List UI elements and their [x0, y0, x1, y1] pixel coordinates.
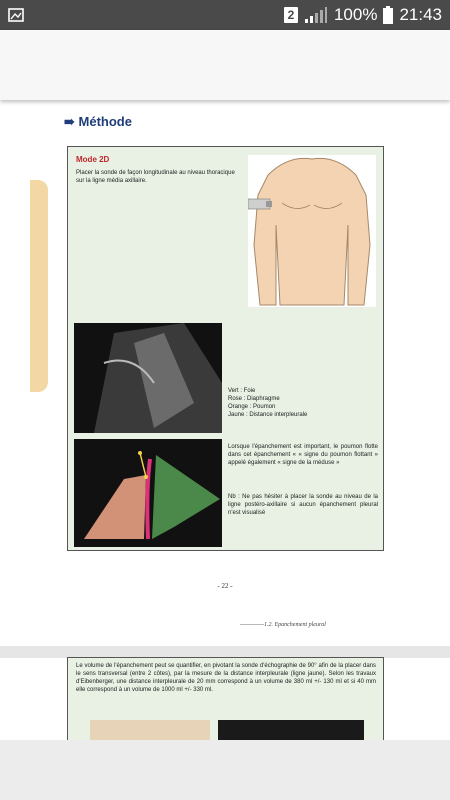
side-drawer-handle[interactable] — [30, 180, 48, 392]
torso-illustration-icon — [248, 155, 376, 307]
section-heading: ➠ Méthode — [64, 114, 132, 129]
next-photo — [90, 720, 210, 740]
ultrasound-image-annotated — [74, 439, 222, 547]
status-bar — [0, 0, 450, 30]
battery-icon — [383, 6, 393, 24]
volume-paragraph: Le volume de l'épanchement peut se quantifier, en pivotant la sonde d'échographie de 90° afin de la placer dans le sens transversal (entre 2 côtes), par la mesure de la distance interpleurale (ligne jaune). Selon les travaux d'Eibenberger, une distance interpleurale de 20 mm correspond à un volume de 380 ml +/- 130 ml et si 40 mm elle correspond à un volume de 1000 ml +/- 330 ml. — [76, 663, 376, 693]
status-left — [8, 7, 284, 23]
box-title: Mode 2D — [76, 155, 110, 164]
legend-item: Rose : Diaphragme — [228, 396, 280, 402]
legend-item: Vert : Foie — [228, 388, 256, 394]
sim-slot-badge: 2 — [284, 7, 298, 23]
battery-percent: 100% — [333, 5, 378, 24]
page-number: - 22 - — [217, 582, 233, 590]
color-legend — [228, 387, 307, 419]
clock: 21:43 — [399, 5, 442, 24]
torso-figure — [248, 155, 376, 307]
gallery-icon — [8, 7, 24, 23]
signal-icon — [304, 6, 328, 24]
status-right — [284, 5, 442, 25]
next-page-box — [67, 657, 384, 740]
legend-item: Orange : Poumon — [228, 404, 276, 410]
instruction-text: Placer la sonde de façon longitudinale au niveau thoracique sur la ligne média axillaire. — [76, 170, 235, 184]
bottom-bar — [0, 740, 450, 800]
document-viewer[interactable] — [0, 100, 450, 740]
next-ultrasound — [218, 720, 364, 740]
app-toolbar — [0, 30, 450, 100]
legend-item: Jaune : Distance interpleurale — [228, 412, 308, 418]
paragraph-floating-lung: Lorsque l'épanchement est important, le poumon flotte dans cet épanchement « « signe du poumon flottant » appelé également « signe de la méduse » — [228, 444, 378, 466]
paragraph-note: Nb : Ne pas hésiter à placer la sonde au niveau de la ligne postéro-axillaire si aucun épanchement pleural n'est visualisé — [228, 494, 378, 516]
running-footer: ------------1.2. Epanchement pleural — [240, 622, 326, 628]
ultrasound-image-1 — [74, 323, 222, 433]
method-box — [67, 146, 384, 551]
